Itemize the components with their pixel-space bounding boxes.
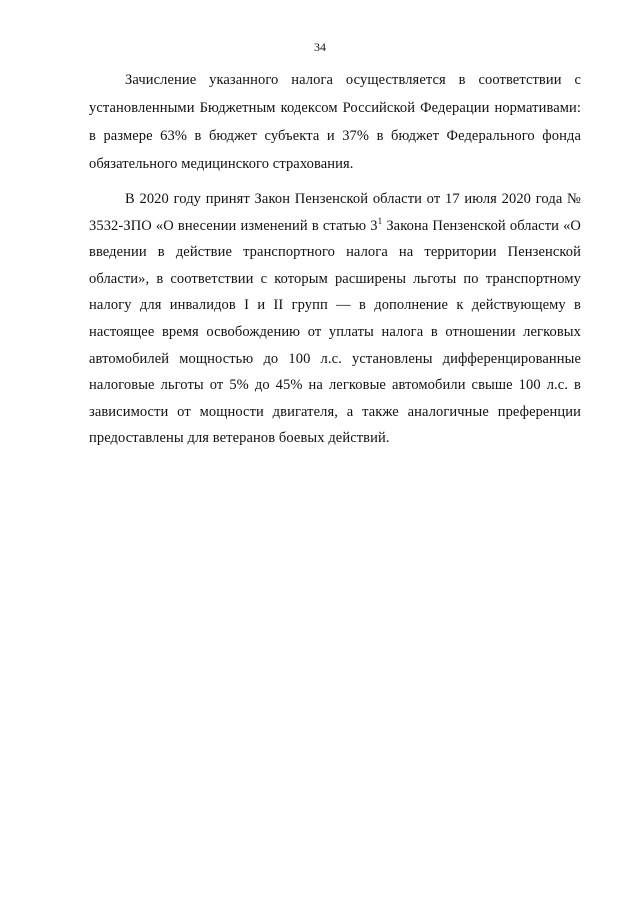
paragraph-law-2020-part2: Закона Пензенской области «О введении в действие транспортного налога на территории Пензенской области», в соответствии с которым расширены льготы по транспортному налогу для инвалидов I и II групп — в дополнение к действующему в настоящее время освобождению от уплаты налога в отношении легковых автомобилей мощностью до 100 л.с. установлены дифференцированные налоговые льготы от 5% до 45% на легковые автомобили свыше 100 л.с. в зависимости от мощности двигателя, а также аналогичные преференции предоставлены для ветеранов боевых действий.	[89, 217, 581, 447]
paragraph-tax-distribution: Зачисление указанного налога осуществляется в соответствии с установленными Бюджетным кодексом Российской Федерации нормативами: в размере 63% в бюджет субъекта и 37% в бюджет Федерального фонда обязательного медицинского страхования.	[89, 72, 581, 172]
paragraph-law-2020	[89, 186, 581, 452]
paragraph-law-2020-part1: В 2020 году принят Закон Пензенской области от 17 июля 2020 года № 3532-ЗПО «О внесении изменений в статью 3	[89, 191, 581, 234]
page-number: 34	[314, 40, 326, 54]
document-body	[89, 66, 581, 460]
article-superscript: 1	[377, 215, 383, 226]
